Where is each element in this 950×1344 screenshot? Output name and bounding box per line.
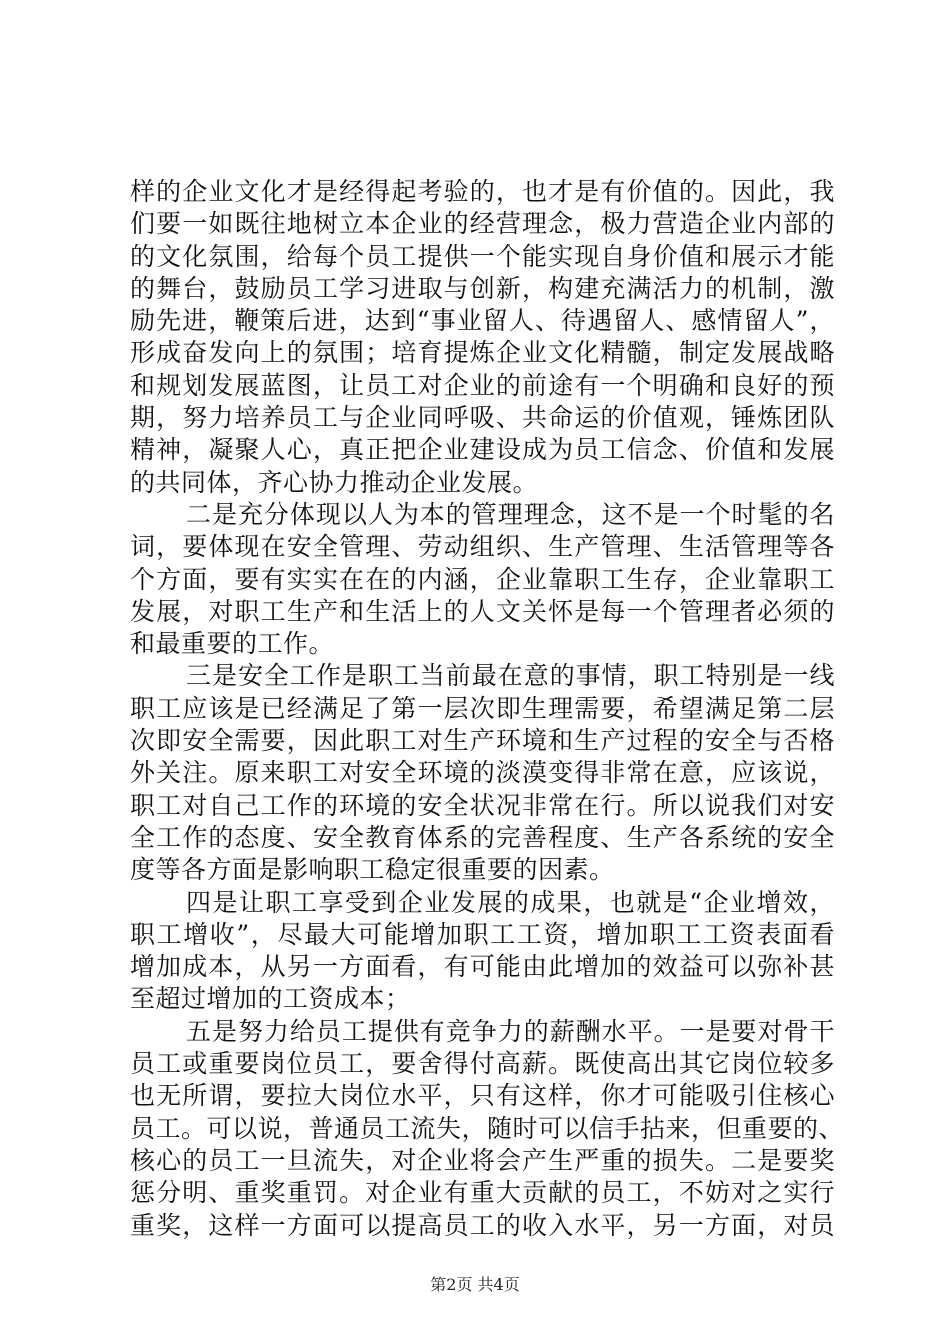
text-line: 度等各方面是影响职工稳定很重要的因素。 — [130, 855, 615, 885]
paragraph — [130, 887, 835, 1016]
text-line: 精神，凝聚人心，真正把企业建设成为员工信念、价值和发展 — [130, 435, 835, 465]
text-line: 员工。可以说，普通员工流失，随时可以信手拈来，但重要的、 — [130, 1113, 845, 1143]
text-line: 惩分明、重奖重罚。对企业有重大贡献的员工，不妨对之实行 — [130, 1178, 835, 1208]
text-line: 期，努力培养员工与企业同呼吸、共命运的价值观，锤炼团队 — [130, 403, 835, 433]
text-line: 的共同体，齐心协力推动企业发展。 — [130, 467, 539, 497]
text-line: 次即安全需要，因此职工对生产环境和生产过程的安全与否格 — [130, 726, 835, 756]
text-line: 的舞台，鼓励员工学习进取与创新，构建充满活力的机制，激 — [130, 273, 835, 303]
text-line: 员工或重要岗位员工，要舍得付高薪。既使高出其它岗位较多 — [130, 1049, 835, 1079]
text-line: 形成奋发向上的氛围；培育提炼企业文化精髓，制定发展战略 — [130, 338, 835, 368]
text-line: 职工增收”，尽最大可能增加职工工资，增加职工工资表面看 — [130, 919, 835, 949]
text-line: 词，要体现在安全管理、劳动组织、生产管理、生活管理等各 — [130, 532, 835, 562]
text-line: 们要一如既往地树立本企业的经营理念，极力营造企业内部的 — [130, 209, 835, 239]
text-line: 励先进，鞭策后进，达到“事业留人、待遇留人、感情留人”， — [130, 306, 835, 336]
text-line: 五是努力给员工提供有竞争力的薪酬水平。一是要对骨干 — [186, 1016, 835, 1046]
text-line: 二是充分体现以人为本的管理理念，这不是一个时髦的名 — [186, 499, 835, 529]
text-line: 和规划发展蓝图，让员工对企业的前途有一个明确和良好的预 — [130, 370, 835, 400]
text-line: 重奖，这样一方面可以提高员工的收入水平，另一方面，对员 — [130, 1210, 835, 1240]
text-line: 核心的员工一旦流失，对企业将会产生严重的损失。二是要奖 — [130, 1145, 835, 1175]
text-line: 三是安全工作是职工当前最在意的事情，职工特别是一线 — [186, 661, 835, 691]
paragraph — [130, 1016, 845, 1242]
text-line: 也无所谓，要拉大岗位水平，只有这样，你才可能吸引住核心 — [130, 1081, 835, 1111]
text-line: 的文化氛围，给每个员工提供一个能实现自身价值和展示才能 — [130, 241, 835, 271]
text-line: 职工应该是已经满足了第一层次即生理需要，希望满足第二层 — [130, 693, 835, 723]
text-line: 外关注。原来职工对安全环境的淡漠变得非常在意，应该说， — [130, 758, 835, 788]
paragraph — [130, 176, 835, 499]
text-line: 全工作的态度、安全教育体系的完善程度、生产各系统的安全 — [130, 822, 835, 852]
page-number-footer: 第2页 共4页 — [430, 1275, 520, 1294]
text-line: 四是让职工享受到企业发展的成果，也就是“企业增效， — [186, 887, 835, 917]
text-line: 增加成本，从另一方面看，有可能由此增加的效益可以弥补甚 — [130, 952, 835, 982]
text-line: 职工对自己工作的环境的安全状况非常在行。所以说我们对安 — [130, 790, 835, 820]
paragraph — [130, 499, 835, 660]
text-line: 至超过增加的工资成本； — [130, 984, 411, 1014]
paragraph — [130, 660, 835, 886]
text-line: 个方面，要有实实在在的内涵，企业靠职工生存，企业靠职工 — [130, 564, 835, 594]
text-line: 样的企业文化才是经得起考验的，也才是有价值的。因此，我 — [130, 177, 835, 206]
text-line: 发展，对职工生产和生活上的人文关怀是每一个管理者必须的 — [130, 596, 835, 626]
document-body — [130, 176, 845, 1242]
text-line: 和最重要的工作。 — [130, 629, 335, 659]
